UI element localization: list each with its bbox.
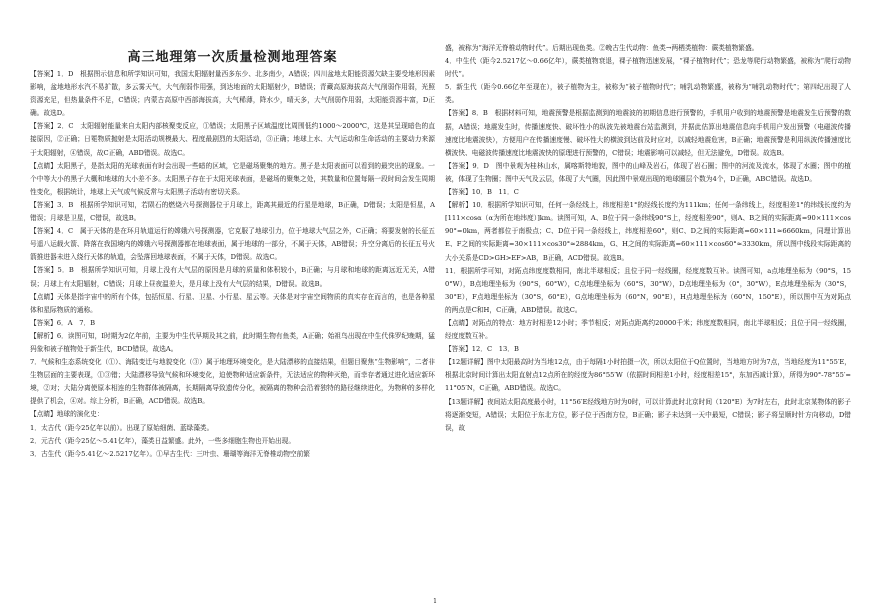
answer-paragraph: 【答案】2．C 太阳辐射能量来自太阳内部核聚变反应，①错误；太阳黑子区域温度比周围低约1000～2000℃，这是其呈现暗色的直接原因，②正确；日冕物质抛射是太阳活动规模最大、程度最剧烈的太阳活动，③正确；地球上水、大气运动和生命活动的主要动力来源于太阳辐射，④错误，故C正确，ABD错误。故选C。 [30, 122, 435, 157]
answer-paragraph: 【答案】6．A 7．B [30, 318, 96, 327]
right-column [445, 42, 851, 435]
answer-paragraph: 【答案】3．B 根据所学知识可知，若陨石的燃烧六号探测器位于月球上，距离其最近的行星是地球，B正确，D错误；太阳是恒星，A错误；月球是卫星，C错误，故选B。 [30, 200, 435, 223]
answer-paragraph: 【12题详解】图中太阳最高时为当地12点，由于每隔1小时拍摄一次，所以太阳位于Q位置时，当地地方时为7点，当地经度为11°55′E，根据北京时间计算出太阳直射点12点所在的经度为86°55′W（依据时间相差1小时，经度相差15°，东加西减计算），所得为90°-78°55′=11°05′N，C正确，ABD错误。故选C。 [445, 358, 851, 393]
answer-paragraph: 【点睛】太阳黑子，是指太阳的光球表面有时会出现一些暗的区域，它是磁场聚集的地方。黑子是太阳表面可以看到的最突出的现象。一个中等大小的黑子大概和地球的大小差不多。太阳黑子存在于太阳光球表面，是磁场的聚集之处，其数量和位置每隔一段时间会发生周期性变化，根据统计，地球上天气或气候反常与太阳黑子活动有密切关系。 [30, 161, 435, 196]
answer-paragraph: 7．气候和生态系统变化（①）、海陆变迁与地貌变化（③）属于地理环境变化，是大陆漂移的直接结果，但题目聚焦“生物影响”，二者非生物层面的主要表现，①③错；大陆漂移导致气候和环境变化，迫使物种适应新条件，无法适应的物种灭绝，而幸存者通过进化适应新环境，②对；大陆分离使原本相连的生物群体被隔离，长期隔离导致遗传分化，被隔离的物种会沿着独特的路径继续进化，为物种的多样化提供了机会，④对。综上分析，B正确，ACD错误。故选B。 [30, 358, 435, 406]
answer-paragraph: 【点睛】地球的演化史： [30, 410, 104, 419]
answer-paragraph: 11．根据所学可知，对跖点纬度度数相同，南北半球相反；且位于同一经线圈，经度度数互补。读图可知，a点地理坐标为（90°S，150°W），B点地理坐标为（90°S，60°W），C点地理坐标为（60°S，30°W），D点地理坐标为（0°，30°W），E点地理坐标为（30°S，30°E），F点地理坐标为（30°S，60°E），G点地理坐标为（60°N，90°E），H点地理坐标为（60°N，150°E），所以图中互为对跖点的两点是C和H，C正确，ABD错误。故选C。 [445, 266, 851, 314]
answer-paragraph: 4．中生代（距今2.5217亿～0.66亿年），蕨类植物衰退，裸子植物迅速发展，“裸子植物时代”；恐龙等爬行动物繁盛，被称为“爬行动物时代”。 [445, 57, 851, 79]
answer-paragraph: 【答案】1．D 根据图示信息和所学知识可知，我国太阳辐射量西多东少、北多南少，A错误；四川盆地太阳能资源欠缺主要受地形因素影响，盆地地形水汽不易扩散，多云雾天气，大气削弱作用强，到达地面的太阳辐射少，B错误；青藏高原海拔高大气削弱作用弱，光照资源充足，但热量条件不足，C错误；内蒙古高原中西部海拔高，大气稀薄，降水少，晴天多，大气削弱作用弱，太阳能资源丰富，D正确。故选D。 [30, 70, 435, 118]
answer-paragraph: 【解析】10．根据所学知识可知，任何一条经线上，纬度相差1°的经线长度约为111km；任何一条纬线上，经度相差1°的纬线长度约为[111×cosα（α为所在地纬度）]km。读图可知，A、B位于同一条纬线90°S上，经度相差90°，则A、B之间的实际距离=90×111×cos90°=0km，两者都位于南极点；C、D位于同一条经线上，纬度相差60°，则C、D之间的实际距离=60×111≈6660km，同理计算出E、F之间的实际距离=30×111×cos30°≈2884km，G、H之间的实际距离=60×111×cos60°≈3330km，所以图中线段实际距离的大小关系是CD>GH>EF>AB，B正确，ACD错误。故选B。 [445, 201, 851, 262]
answer-paragraph: 【13题详解】夜间站太阳高度最小时，11°56′E经线地方时为0时，可以计算此时北京时间（120°E）为7时左右，此时北京某物体的影子将逐渐变短，A错误；太阳位于东北方位，影子位于西南方位，B正确；影子未达到一天中最短，C错误；影子将呈顺时针方向移动，D错误，故 [445, 397, 851, 432]
answer-paragraph: 【答案】8．B 根据材料可知，地震预警是根据监测到的地震波的初期信息进行预警的，手机用户收到的地震预警是地震发生后预警的数据，A错误；地震发生时，传播速度快、破坏性小的纵波先被地震台站监测到，并据此估算出地震信息向手机用户发出预警（电磁波传播速度比地震波快），方便用户在传播速度慢、破坏性大的横波到达前及时应对，以减轻地震危害，B正确；地震预警是利用纵波传播速度比横波快、电磁波传播速度比地震波快的原理进行预警的，C错误；地震影响可以减轻，但无法避免，D错误。故选B。 [445, 109, 851, 157]
answer-paragraph: 【点睛】对跖点的特点：地方时相差12小时；季节相反；对跖点距离约20000千米；纬度度数相同，南北半球相反；且位于同一经线圈，经度度数互补。 [445, 318, 851, 341]
answer-paragraph: 5．新生代（距今0.66亿年至现在），被子植物为主，被称为“被子植物时代”；哺乳动物繁盛，被称为“哺乳动物时代”；第四纪出现了人类。 [445, 83, 851, 105]
answer-paragraph: 3．古生代（距今5.41亿～2.5217亿年）。①早古生代：三叶虫、珊瑚等海洋无脊椎动物空前繁 [30, 449, 310, 458]
page-number: 1 [433, 598, 437, 605]
answer-paragraph: 【点睛】天体是指宇宙中的所有个体，包括恒星、行星、卫星、小行星、星云等。天体是对宇宙空间物质的真实存在而言的，也是各种星体和星际物质的通称。 [30, 292, 435, 314]
answer-paragraph: 盛，被称为“海洋无脊椎动物时代”。后期出现鱼类。②晚古生代动物：鱼类→两栖类植物：蕨类植物繁盛。 [445, 44, 759, 52]
answer-paragraph: 【答案】12．C 13．B [445, 345, 519, 354]
answer-paragraph: 【解析】6．读图可知，Ⅰ时期为2亿年前，主要为中生代早期及其之前，此时期生物有鱼类，A正确；始祖鸟出现在中生代侏罗纪晚期，猛犸象和被子植物处于新生代，BCD错误，故选A。 [30, 331, 435, 353]
page-title: 高三地理第一次质量检测地理答案 [127, 50, 338, 65]
answer-paragraph: 【答案】9．D 图中景观为桂林山水，属喀斯特地貌，图中的山峰及岩石，体现了岩石圈；图中的河流及流水，体现了水圈；图中的植被，体现了生物圈；图中天气及云层，体现了大气圈，因此图中景观出现的地球圈层个数为4个，D正确，ABC错误。故选D。 [445, 161, 851, 183]
answer-paragraph: 【答案】4．C 属于天体的是在环月轨道运行的嫦娥六号探测器，它克服了地球引力，位于地球大气层之外，C正确；将要发射的长征五号遥八运载火箭、降落在我国境内的嫦娥六号探测器都在地球表面，属于地球的一部分，不属于天体，AB错误；升空分离后的长征五号火箭推进器未进入绕行天体的轨道，会坠落回地球表面，不属于天体，D错误。故选C。 [30, 227, 435, 262]
answer-paragraph: 1．太古代（距今25亿年以前）。出现了原始细菌、蓝绿藻类。 [30, 423, 214, 432]
answer-paragraph: 【答案】5．B 根据所学知识可知，月球上没有大气层的原因是月球的质量和体积较小，B正确；与月球和地球的距离远近无关，A错误；月球上有太阳辐射，C错误；月球上昼夜温差大，是月球上没有大气层的结果，D错误。故选B。 [30, 266, 435, 288]
answer-paragraph: 2．元古代（距今25亿～5.41亿年），藻类日益繁盛。此外，一些多细胞生物也开始出现。 [30, 436, 296, 445]
answer-paragraph: 【答案】10．B 11．C [445, 188, 519, 197]
left-column [30, 68, 435, 461]
